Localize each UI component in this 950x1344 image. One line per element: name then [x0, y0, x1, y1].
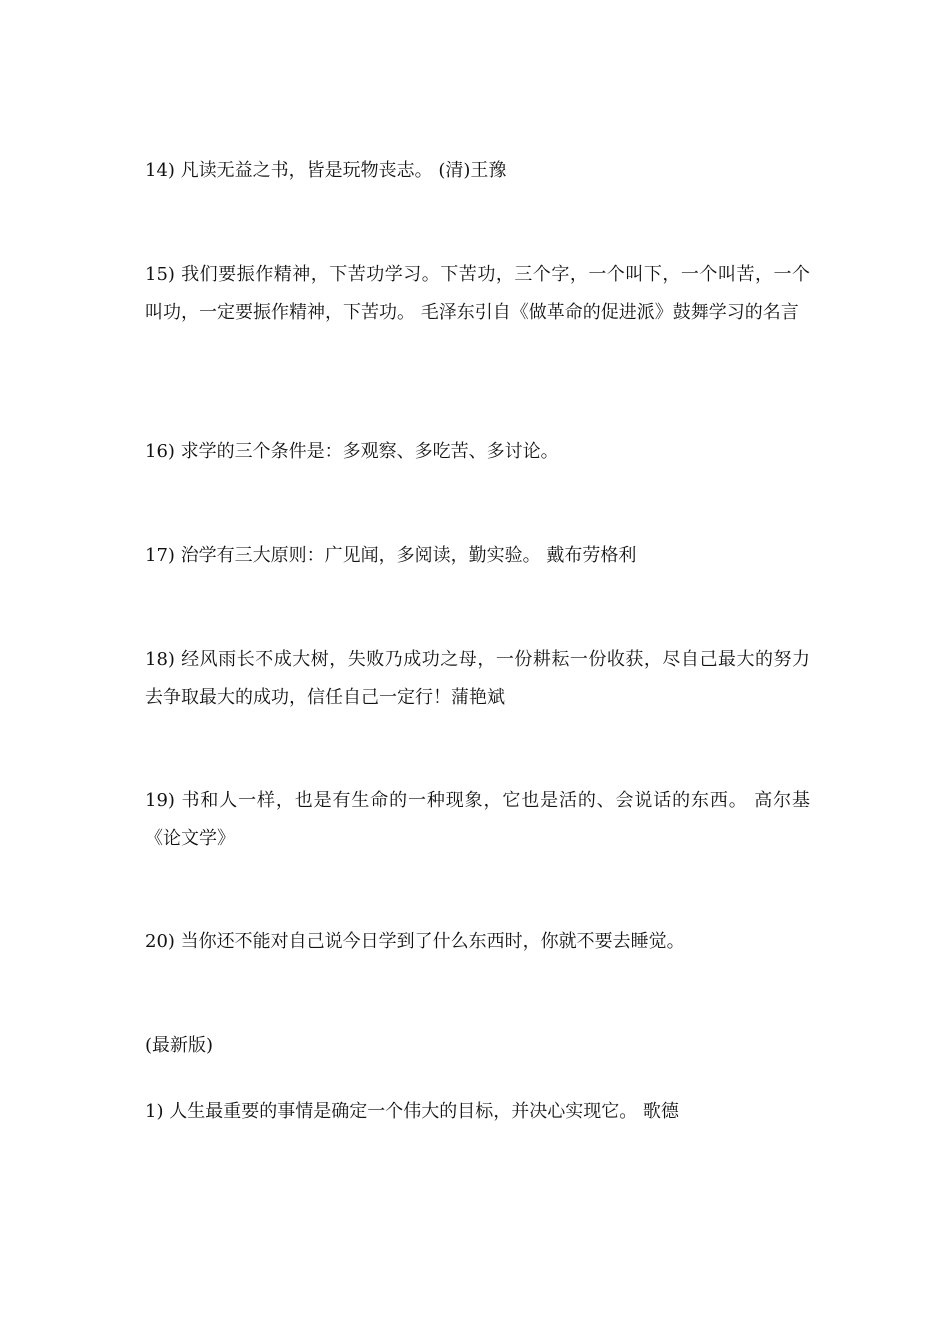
quote-15: 15) 我们要振作精神，下苦功学习。下苦功，三个字，一个叫下，一个叫苦，一个叫功，一定要振作精神，下苦功。 毛泽东引自《做革命的促进派》鼓舞学习的名言 — [145, 264, 810, 323]
quote-20: 20) 当你还不能对自己说今日学到了什么东西时，你就不要去睡觉。 — [145, 931, 685, 952]
quote-18: 18) 经风雨长不成大树，失败乃成功之母，一份耕耘一份收获，尽自己最大的努力去争取最大的成功，信任自己一定行！蒲艳斌 — [145, 649, 810, 708]
quote-16: 16) 求学的三个条件是：多观察、多吃苦、多讨论。 — [145, 441, 559, 462]
quote-17: 17) 治学有三大原则：广见闻，多阅读，勤实验。 戴布劳格利 — [145, 545, 637, 566]
quote-19: 19) 书和人一样，也是有生命的一种现象，它也是活的、会说话的东西。 高尔基《论文学》 — [145, 790, 810, 849]
quote-1: 1) 人生最重要的事情是确定一个伟大的目标，并决心实现它。 歌德 — [145, 1101, 679, 1122]
quote-14: 14) 凡读无益之书，皆是玩物丧志。 (清)王豫 — [145, 160, 507, 181]
section-heading: (最新版) — [145, 1035, 214, 1056]
